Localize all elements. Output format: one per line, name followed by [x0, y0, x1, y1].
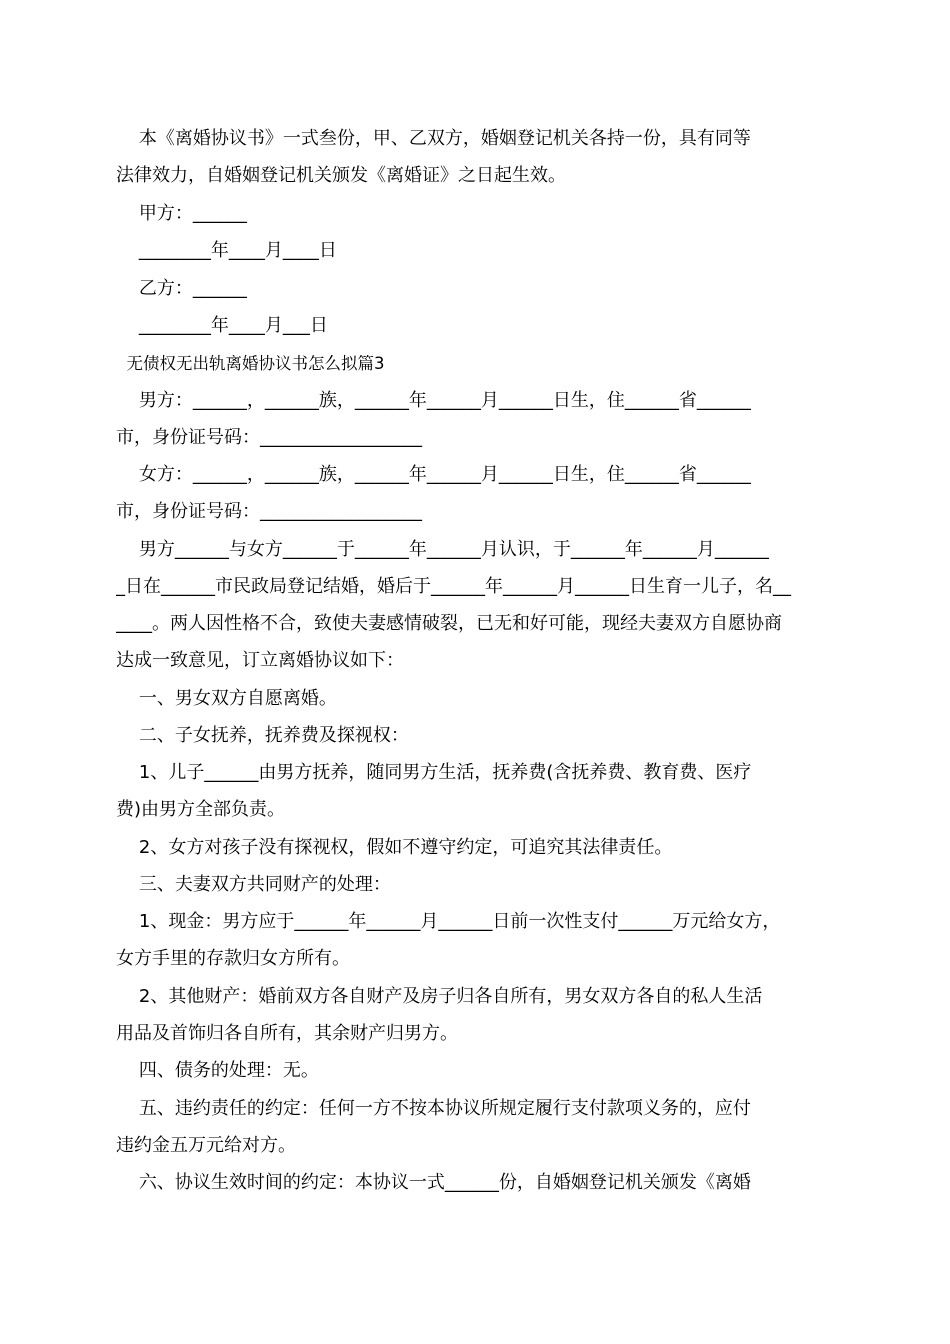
date-line: ________年____月____日: [116, 240, 337, 261]
date-line: ________年____月___日: [116, 315, 328, 336]
paragraph-line: 费)由男方全部负责。: [116, 799, 286, 820]
paragraph-line: 男方______与女方______于______年______月认识，于______年______月______: [116, 539, 769, 560]
paragraph-line: 一、男女双方自愿离婚。: [116, 688, 337, 709]
paragraph-line: 三、夫妻双方共同财产的处理：: [116, 874, 391, 895]
paragraph-line: 违约金五万元给对方。: [116, 1135, 296, 1156]
paragraph-line: 达成一致意见，订立离婚协议如下：: [116, 650, 404, 671]
paragraph-line: 五、违约责任的约定：任何一方不按本协议所规定履行支付款项义务的，应付: [116, 1098, 751, 1119]
paragraph-line: 男方：______，______族，______年______月______日生，住______省______: [116, 390, 751, 411]
paragraph-line: 本《离婚协议书》一式叁份，甲、乙双方，婚姻登记机关各持一份，具有同等: [116, 128, 751, 149]
signature-line-party-b: 乙方：______: [116, 278, 247, 299]
paragraph-line: 用品及首饰归各自所有，其余财产归男方。: [116, 1023, 458, 1044]
paragraph-line: 2、其他财产：婚前双方各自财产及房子归各自所有，男女双方各自的私人生活: [116, 986, 763, 1007]
paragraph-line: 四、债务的处理：无。: [116, 1060, 319, 1081]
paragraph-line: 女方手里的存款归女方所有。: [116, 948, 350, 969]
paragraph-line: 1、现金：男方应于______年______月______日前一次性支付______万元给女方，: [116, 911, 781, 932]
paragraph-line: 市，身份证号码：__________________: [116, 427, 422, 448]
paragraph-line: 2、女方对孩子没有探视权，假如不遵守约定，可追究其法律责任。: [116, 837, 673, 858]
paragraph-line: 1、儿子______由男方抚养，随同男方生活，抚养费(含抚养费、教育费、医疗: [116, 762, 752, 783]
paragraph-line: ____。两人因性格不合，致使夫妻感情破裂，已无和好可能，现经夫妻双方自愿协商: [116, 613, 782, 634]
paragraph-line: 法律效力，自婚姻登记机关颁发《离婚证》之日起生效。: [116, 165, 566, 186]
section-heading: 无债权无出轨离婚协议书怎么拟篇3: [116, 354, 385, 373]
paragraph-line: _日在______市民政局登记结婚，婚后于______年______月______日生育一儿子，名__: [116, 576, 791, 597]
paragraph-line: 市，身份证号码：__________________: [116, 501, 422, 522]
paragraph-line: 女方：______，______族，______年______月______日生，住______省______: [116, 464, 751, 485]
signature-line-party-a: 甲方：______: [116, 203, 247, 224]
paragraph-line: 六、协议生效时间的约定：本协议一式______份，自婚姻登记机关颁发《离婚: [116, 1172, 751, 1193]
paragraph-line: 二、子女抚养，抚养费及探视权：: [116, 725, 409, 746]
